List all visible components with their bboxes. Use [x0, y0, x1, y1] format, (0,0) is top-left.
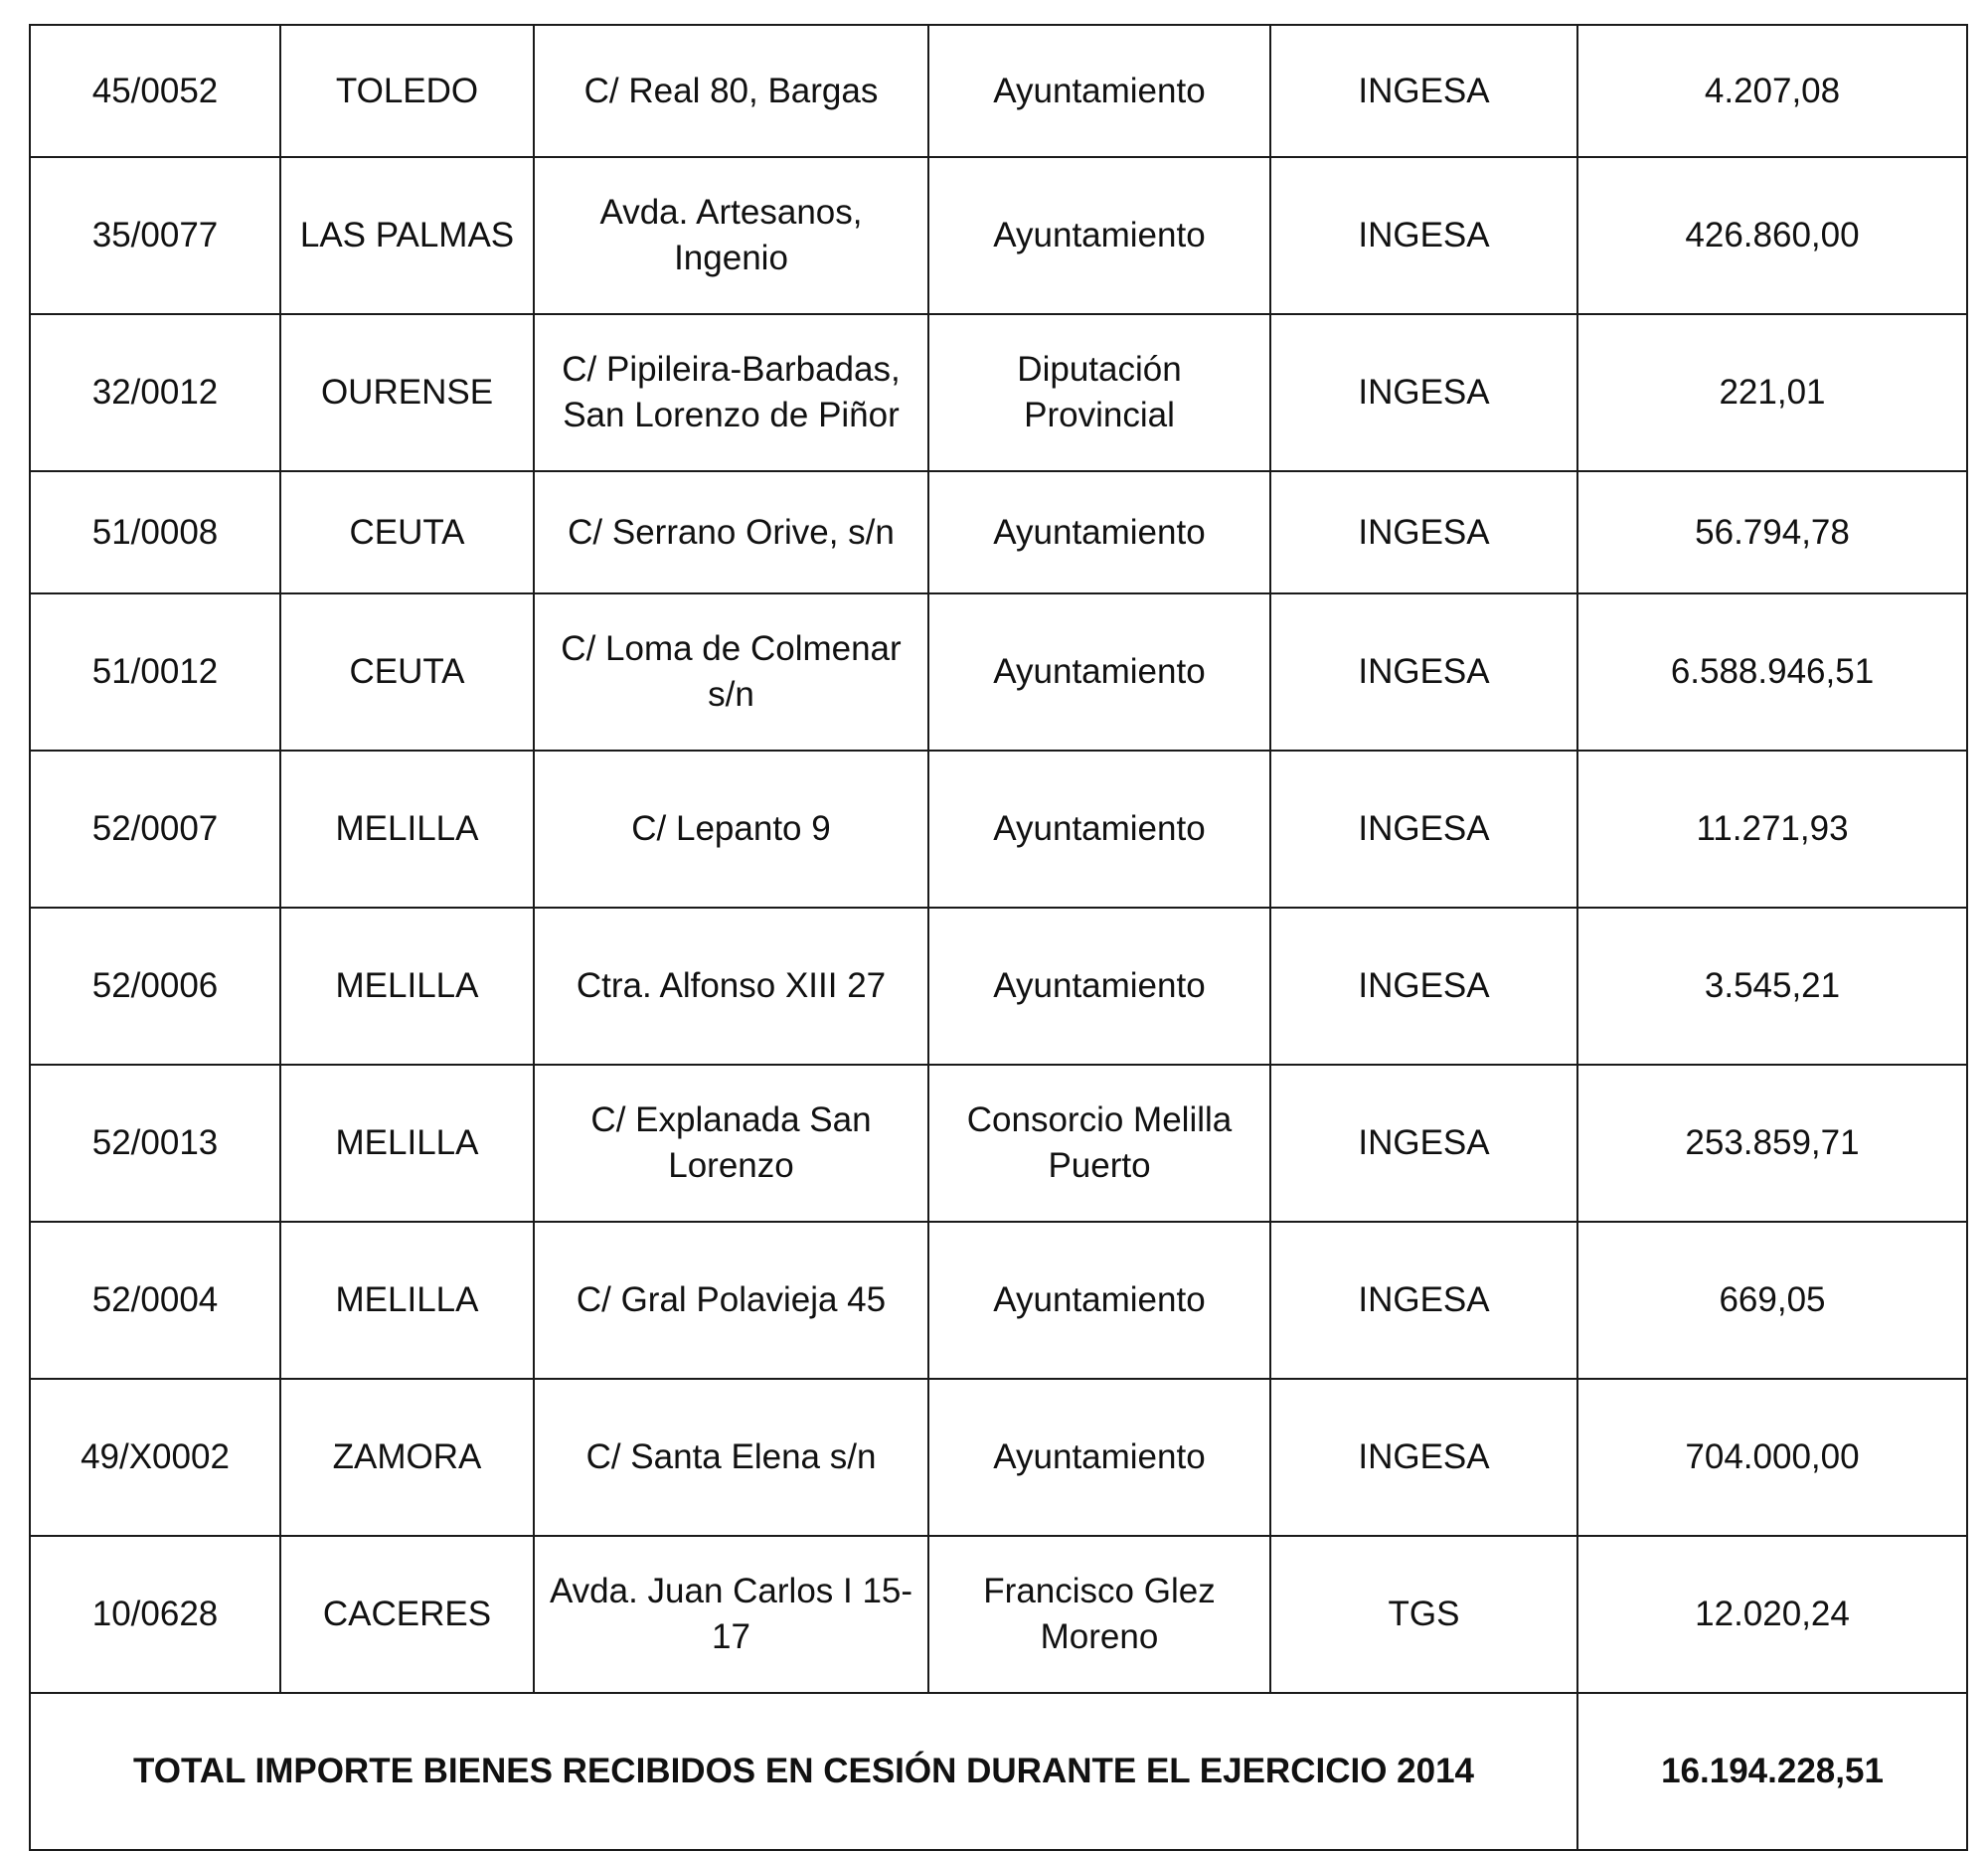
row-code-cell: 32/0012	[30, 314, 280, 471]
row-receiver-cell: TGS	[1270, 1536, 1577, 1693]
row-address-cell: Avda. Artesanos, Ingenio	[534, 157, 928, 314]
row-grantor-cell: Ayuntamiento	[928, 593, 1270, 751]
row-province-cell: CEUTA	[280, 471, 534, 593]
row-grantor-cell: Francisco Glez Moreno	[928, 1536, 1270, 1693]
row-grantor-cell: Ayuntamiento	[928, 908, 1270, 1065]
row-address-cell: C/ Explanada San Lorenzo	[534, 1065, 928, 1222]
total-amount: 16.194.228,51	[1577, 1693, 1967, 1850]
row-receiver-cell: INGESA	[1270, 593, 1577, 751]
row-grantor-cell: Ayuntamiento	[928, 25, 1270, 157]
row-code-cell: 52/0004	[30, 1222, 280, 1379]
row-address-cell: C/ Serrano Orive, s/n	[534, 471, 928, 593]
row-receiver-cell: INGESA	[1270, 751, 1577, 908]
row-amount-cell: 56.794,78	[1577, 471, 1967, 593]
row-grantor-cell: Ayuntamiento	[928, 751, 1270, 908]
table-row	[30, 593, 1967, 751]
row-province-cell: CEUTA	[280, 593, 534, 751]
row-code-cell: 35/0077	[30, 157, 280, 314]
row-code-cell: 52/0007	[30, 751, 280, 908]
row-province-cell: OURENSE	[280, 314, 534, 471]
row-address-cell: C/ Gral Polavieja 45	[534, 1222, 928, 1379]
row-amount-cell: 6.588.946,51	[1577, 593, 1967, 751]
table-row	[30, 908, 1967, 1065]
total-row	[30, 1693, 1967, 1850]
row-code-cell: 51/0008	[30, 471, 280, 593]
row-amount-cell: 704.000,00	[1577, 1379, 1967, 1536]
table-row	[30, 1065, 1967, 1222]
table-row	[30, 25, 1967, 157]
row-code-cell: 10/0628	[30, 1536, 280, 1693]
row-receiver-cell: INGESA	[1270, 908, 1577, 1065]
row-grantor-cell: Diputación Provincial	[928, 314, 1270, 471]
row-amount-cell: 4.207,08	[1577, 25, 1967, 157]
row-province-cell: MELILLA	[280, 908, 534, 1065]
row-province-cell: MELILLA	[280, 751, 534, 908]
row-code-cell: 45/0052	[30, 25, 280, 157]
row-province-cell: TOLEDO	[280, 25, 534, 157]
row-address-cell: C/ Lepanto 9	[534, 751, 928, 908]
row-province-cell: MELILLA	[280, 1065, 534, 1222]
table-row	[30, 314, 1967, 471]
row-address-cell: C/ Real 80, Bargas	[534, 25, 928, 157]
row-grantor-cell: Ayuntamiento	[928, 157, 1270, 314]
row-receiver-cell: INGESA	[1270, 157, 1577, 314]
row-amount-cell: 669,05	[1577, 1222, 1967, 1379]
row-amount-cell: 253.859,71	[1577, 1065, 1967, 1222]
table-row	[30, 1536, 1967, 1693]
row-code-cell: 51/0012	[30, 593, 280, 751]
table-body	[30, 25, 1967, 1850]
row-province-cell: LAS PALMAS	[280, 157, 534, 314]
table-row	[30, 157, 1967, 314]
row-amount-cell: 11.271,93	[1577, 751, 1967, 908]
table-row	[30, 1379, 1967, 1536]
row-amount-cell: 3.545,21	[1577, 908, 1967, 1065]
row-receiver-cell: INGESA	[1270, 471, 1577, 593]
table-row	[30, 751, 1967, 908]
row-address-cell: Ctra. Alfonso XIII 27	[534, 908, 928, 1065]
row-receiver-cell: INGESA	[1270, 1379, 1577, 1536]
row-address-cell: C/ Santa Elena s/n	[534, 1379, 928, 1536]
row-address-cell: C/ Pipileira-Barbadas, San Lorenzo de Piñor	[534, 314, 928, 471]
row-grantor-cell: Ayuntamiento	[928, 1379, 1270, 1536]
row-grantor-cell: Ayuntamiento	[928, 1222, 1270, 1379]
row-province-cell: CACERES	[280, 1536, 534, 1693]
row-receiver-cell: INGESA	[1270, 25, 1577, 157]
row-receiver-cell: INGESA	[1270, 1222, 1577, 1379]
row-province-cell: MELILLA	[280, 1222, 534, 1379]
table-row	[30, 471, 1967, 593]
row-code-cell: 49/X0002	[30, 1379, 280, 1536]
row-amount-cell: 426.860,00	[1577, 157, 1967, 314]
row-grantor-cell: Ayuntamiento	[928, 471, 1270, 593]
table-row	[30, 1222, 1967, 1379]
total-label: TOTAL IMPORTE BIENES RECIBIDOS EN CESIÓN DURANTE EL EJERCICIO 2014	[30, 1693, 1577, 1850]
row-code-cell: 52/0006	[30, 908, 280, 1065]
row-grantor-cell: Consorcio Melilla Puerto	[928, 1065, 1270, 1222]
row-province-cell: ZAMORA	[280, 1379, 534, 1536]
row-amount-cell: 12.020,24	[1577, 1536, 1967, 1693]
row-amount-cell: 221,01	[1577, 314, 1967, 471]
row-address-cell: Avda. Juan Carlos I 15- 17	[534, 1536, 928, 1693]
row-code-cell: 52/0013	[30, 1065, 280, 1222]
row-receiver-cell: INGESA	[1270, 314, 1577, 471]
assets-table	[29, 24, 1968, 1851]
row-address-cell: C/ Loma de Colmenar s/n	[534, 593, 928, 751]
row-receiver-cell: INGESA	[1270, 1065, 1577, 1222]
